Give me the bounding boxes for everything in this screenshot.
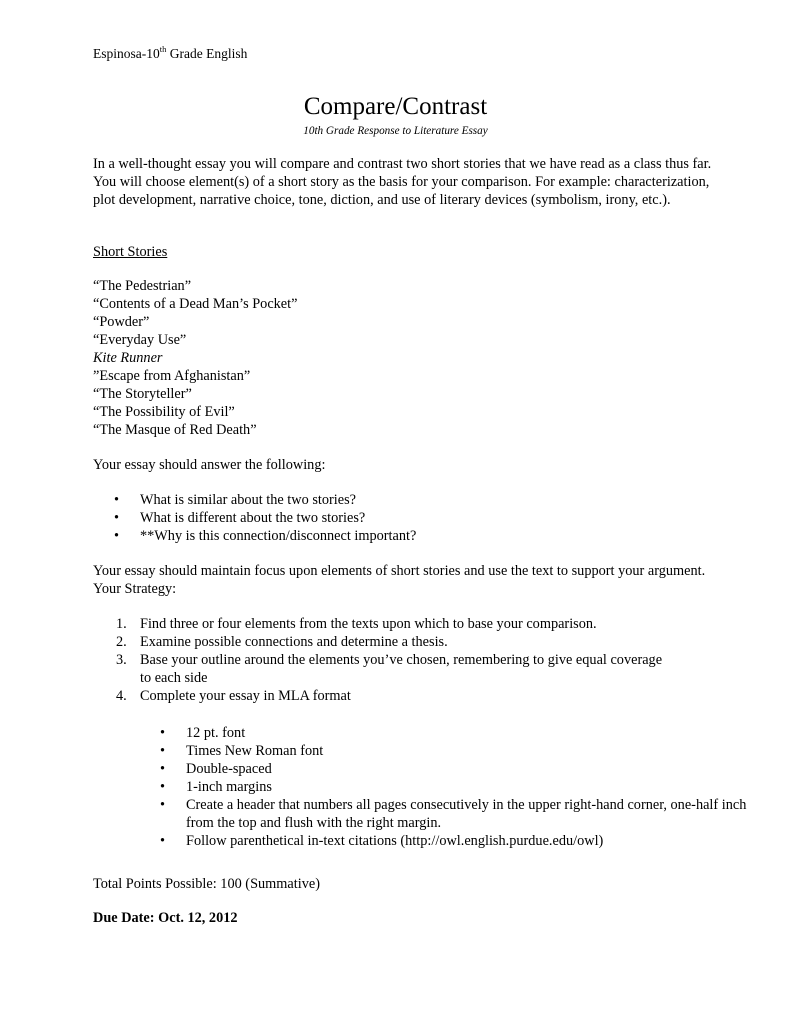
step-text: Base your outline around the elements you’ve chosen, remembering to give equal coverage to each side xyxy=(140,652,663,686)
bullet-icon: • xyxy=(114,492,120,508)
story-item: “Contents of a Dead Man’s Pocket” xyxy=(93,296,298,312)
step-number: 2. xyxy=(116,634,127,650)
step-text: Complete your essay in MLA format xyxy=(140,688,351,704)
bullet-icon: • xyxy=(160,779,166,795)
bullet-icon: • xyxy=(160,761,166,777)
story-item: “Powder” xyxy=(93,314,150,330)
question-text: What is different about the two stories? xyxy=(140,510,366,526)
mla-item xyxy=(93,724,713,742)
bullet-icon: • xyxy=(160,743,166,759)
strategy-step xyxy=(93,651,670,687)
bullet-icon: • xyxy=(114,510,120,526)
story-item: “The Masque of Red Death” xyxy=(93,422,257,438)
bullet-icon: • xyxy=(160,725,166,741)
essay-answer-intro xyxy=(93,456,713,474)
mla-item xyxy=(93,760,713,778)
intro-text: In a well-thought essay you will compare and contrast two short stories that we have read as a class thus far. You will choose element(s) of a short story as the basis for your comparison. For example: characterization, plot development, narrative choice, tone, diction, and use of literary devices (symbolism, irony, etc.). xyxy=(93,156,712,208)
total-points xyxy=(93,875,713,893)
question-text: What is similar about the two stories? xyxy=(140,492,356,508)
strategy-intro-text: Your essay should maintain focus upon elements of short stories and use the text to support your argument. Your Strategy: xyxy=(93,563,706,597)
bullet-icon: • xyxy=(160,833,166,849)
short-stories-heading xyxy=(93,243,713,261)
essay-answer-text: Your essay should answer the following: xyxy=(93,457,326,473)
question-item xyxy=(93,527,713,545)
short-stories-list xyxy=(93,277,713,439)
story-item: “The Storyteller” xyxy=(93,386,192,402)
mla-item xyxy=(93,832,713,850)
mla-item-text: Create a header that numbers all pages consecutively in the upper right-hand corner, one-half inch from the top and flush with the right margin. xyxy=(186,797,747,831)
mla-item-text: Follow parenthetical in-text citations (http://owl.english.purdue.edu/owl) xyxy=(186,833,604,849)
story-item: Kite Runner xyxy=(93,350,163,366)
step-text: Find three or four elements from the texts upon which to base your comparison. xyxy=(140,616,597,632)
mla-item-text: 1-inch margins xyxy=(186,779,272,795)
story-item: “Everyday Use” xyxy=(93,332,187,348)
page-header xyxy=(93,45,247,63)
mla-item xyxy=(93,742,713,760)
step-number: 4. xyxy=(116,688,127,704)
strategy-intro xyxy=(93,562,713,598)
document-title: Compare/Contrast xyxy=(303,93,488,120)
header-suffix: Grade English xyxy=(166,46,248,61)
strategy-steps xyxy=(93,615,713,705)
header-prefix: Espinosa-10 xyxy=(93,46,160,61)
story-item: “The Possibility of Evil” xyxy=(93,404,235,420)
strategy-step xyxy=(93,633,713,651)
question-item xyxy=(93,491,713,509)
strategy-step xyxy=(93,615,713,633)
bullet-icon: • xyxy=(114,528,120,544)
strategy-step xyxy=(93,687,713,705)
due-date xyxy=(93,909,713,927)
mla-item-text: Double-spaced xyxy=(186,761,272,777)
intro-paragraph xyxy=(93,155,713,209)
mla-format-list xyxy=(93,724,747,850)
document-subtitle: 10th Grade Response to Literature Essay xyxy=(303,125,488,137)
story-item: “The Pedestrian” xyxy=(93,278,192,294)
mla-item-text: 12 pt. font xyxy=(186,725,246,741)
question-text: **Why is this connection/disconnect important? xyxy=(140,528,417,544)
question-list xyxy=(93,491,713,545)
short-stories-heading-text: Short Stories xyxy=(93,244,168,260)
step-text: Examine possible connections and determine a thesis. xyxy=(140,634,448,650)
mla-item-text: Times New Roman font xyxy=(186,743,324,759)
bullet-icon: • xyxy=(160,797,166,813)
header-superscript: th xyxy=(159,43,167,54)
mla-item xyxy=(93,796,761,832)
mla-item xyxy=(93,778,713,796)
step-number: 1. xyxy=(116,616,127,632)
due-date-text: Due Date: Oct. 12, 2012 xyxy=(93,910,238,926)
question-item xyxy=(93,509,713,527)
story-item: ”Escape from Afghanistan” xyxy=(93,368,251,384)
step-number: 3. xyxy=(116,652,127,668)
total-points-text: Total Points Possible: 100 (Summative) xyxy=(93,876,320,892)
